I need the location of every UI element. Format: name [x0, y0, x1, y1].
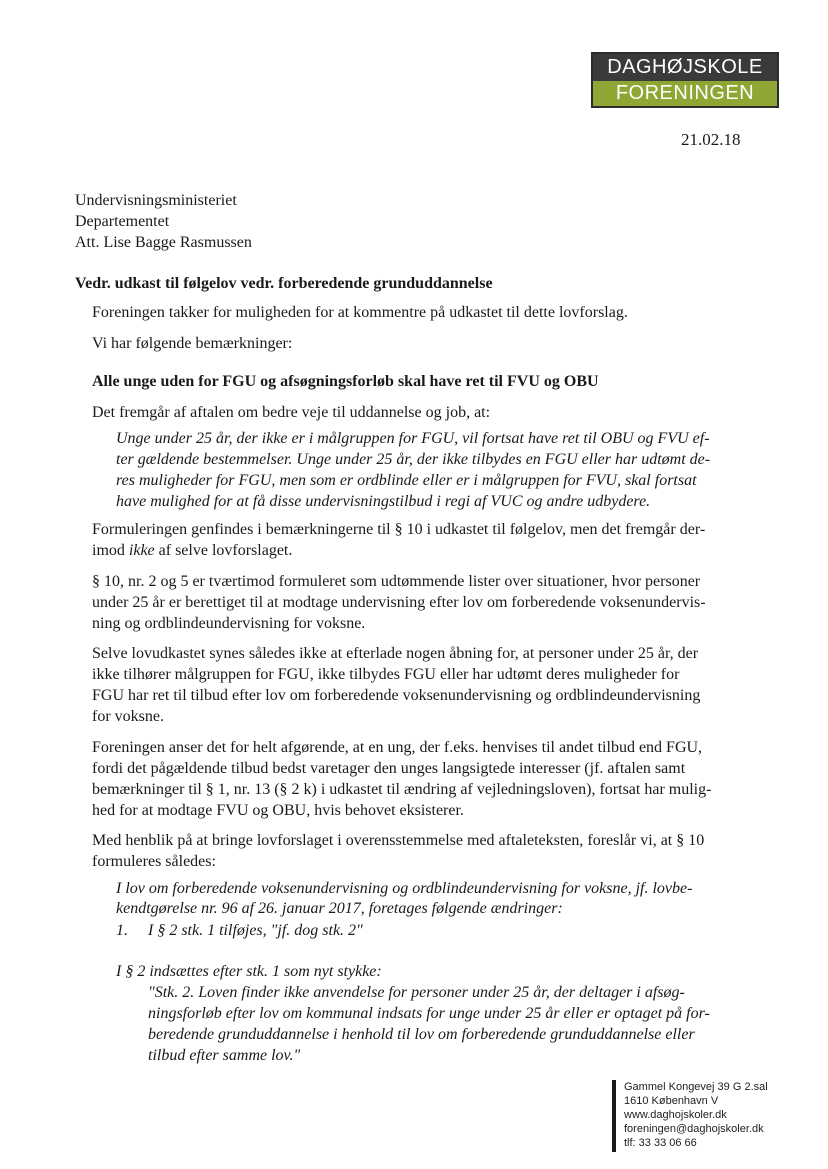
stk2-line: tilbud efter samme lov.": [148, 1047, 301, 1064]
paragraph-line: bemærkninger til § 1, nr. 13 (§ 2 k) i udkastet til ændring af vejledningsloven), fortsat har mulig-: [92, 781, 712, 798]
paragraph-line: for voksne.: [92, 708, 164, 725]
paragraph-line: Foreningen anser det for helt afgørende, at en ung, der f.eks. henvises til andet tilbud end FGU,: [92, 739, 703, 756]
letter-date: 21.02.18: [681, 130, 741, 149]
paragraph-line: ning og ordblindeundervisning for voksne.: [92, 615, 366, 632]
quote-line: Unge under 25 år, der ikke er i målgruppen for FGU, vil fortsat have ret til OBU og FVU ef-: [116, 430, 710, 447]
text-span: imod: [92, 542, 129, 559]
text-span: af selve lovforslaget.: [154, 542, 293, 559]
paragraph-line: § 10, nr. 2 og 5 er tværtimod formuleret som udtømmende lister over situationer, hvor personer: [92, 573, 701, 590]
amendment-item-number: 1.: [116, 922, 128, 939]
daghojskole-logo: [591, 52, 779, 108]
paragraph-remarks: Vi har følgende bemærkninger:: [92, 335, 293, 352]
amendment-item-text: I § 2 stk. 1 tilføjes, "jf. dog stk. 2": [148, 922, 363, 939]
subject-line: Vedr. udkast til følgelov vedr. forberedende grunduddannelse: [75, 275, 493, 292]
logo-bottom-text: FORENINGEN: [593, 81, 777, 106]
paragraph-line: hed for at modtage FVU og OBU, hvis behovet eksisterer.: [92, 802, 464, 819]
paragraph-thanks: Foreningen takker for muligheden for at kommentre på udkastet til dette lovforslag.: [92, 304, 628, 321]
amendment-intro-line: kendtgørelse nr. 96 af 26. januar 2017, foretages følgende ændringer:: [116, 900, 563, 917]
amendment-insert-line: I § 2 indsættes efter stk. 1 som nyt stykke:: [116, 963, 382, 980]
amendment-intro-line: I lov om forberedende voksenundervisning og ordblindeundervisning for voksne, jf. lovbe-: [116, 880, 693, 897]
quote-line: ter gældende bestemmelser. Unge under 25 år, der ikke tilbydes en FGU eller har udtømt de-: [116, 451, 711, 468]
paragraph-line: formuleres således:: [92, 853, 216, 870]
footer-phone: tlf: 33 33 06 66: [624, 1137, 697, 1149]
paragraph-line: under 25 år er berettiget til at modtage undervisning efter lov om forberedende voksenundervis-: [92, 594, 706, 611]
paragraph-line: Formuleringen genfindes i bemærkningerne til § 10 i udkastet til følgelov, men det fremgår der-: [92, 521, 706, 538]
recipient-line: Departementet: [75, 213, 170, 230]
quote-line: have mulighed for at få disse undervisningstilbud i regi af VUC og andre udbydere.: [116, 493, 651, 510]
paragraph-line: Selve lovudkastet synes således ikke at efterlade nogen åbning for, at personer under 25 år, der: [92, 645, 699, 662]
stk2-line: "Stk. 2. Loven finder ikke anvendelse for personer under 25 år, der deltager i afsøg-: [148, 984, 685, 1001]
logo-top-text: DAGHØJSKOLE: [593, 54, 777, 81]
recipient-line: Undervisningsministeriet: [75, 192, 237, 209]
footer-city: 1610 København V: [624, 1095, 719, 1107]
footer-email: foreningen@daghojskoler.dk: [624, 1123, 764, 1135]
stk2-line: beredende grunduddannelse i henhold til lov om forberedende grunduddannelse eller: [148, 1026, 695, 1043]
recipient-address: [75, 190, 252, 253]
stk2-line: ningsforløb efter lov om kommunal indsats for unge under 25 år eller er optaget på for-: [148, 1005, 710, 1022]
paragraph-line: fordi det pågældende tilbud bedst varetager den unges langsigtede interesser (jf. aftalen samt: [92, 760, 686, 777]
paragraph-line: Med henblik på at bringe lovforslaget i overensstemmelse med aftaleteksten, foreslår vi, at § 10: [92, 832, 705, 849]
paragraph-agreement: Det fremgår af aftalen om bedre veje til uddannelse og job, at:: [92, 404, 491, 421]
paragraph-line: ikke tilhører målgruppen for FGU, ikke tilbydes FGU eller har udtømt deres muligheder for: [92, 666, 680, 683]
paragraph-line: FGU har ret til tilbud efter lov om forberedende voksenundervisning og ordblindeundervisning: [92, 687, 701, 704]
paragraph-line: [92, 540, 292, 561]
recipient-line: Att. Lise Bagge Rasmussen: [75, 234, 252, 251]
footer-divider: [612, 1080, 616, 1152]
footer-contact: [624, 1080, 768, 1150]
section-heading: Alle unge uden for FGU og afsøgningsforløb skal have ret til FVU og OBU: [92, 373, 599, 390]
footer-website: www.daghojskoler.dk: [624, 1109, 727, 1121]
quote-line: res muligheder for FGU, men som er ordblinde eller er i målgruppen for FVU, skal fortsat: [116, 472, 697, 489]
emphasis-span: ikke: [128, 542, 155, 559]
footer-address: Gammel Kongevej 39 G 2.sal: [624, 1081, 768, 1093]
